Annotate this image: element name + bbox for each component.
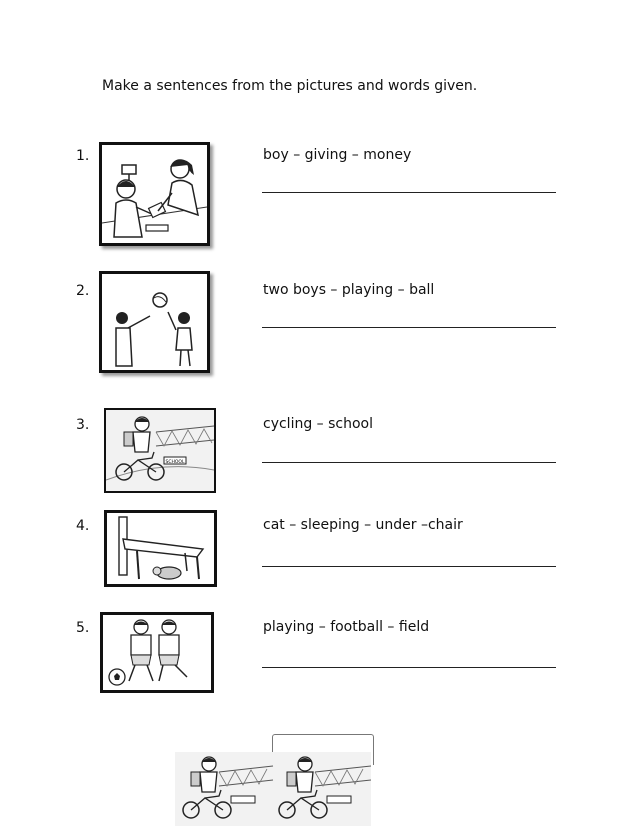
- answer-line-5[interactable]: [262, 667, 556, 668]
- item-number-3: 3.: [76, 417, 90, 433]
- word-prompt-4: cat – sleeping – under –chair: [263, 517, 463, 533]
- item-number-4: 4.: [76, 518, 90, 534]
- word-prompt-2: two boys – playing – ball: [263, 282, 435, 298]
- boys-cycling-illustration-strip: [175, 752, 371, 826]
- picture-boys-playing-football: [100, 612, 214, 693]
- picture-boy-cycling: [104, 408, 216, 493]
- instruction-text: Make a sentences from the pictures and words given.: [102, 78, 478, 94]
- picture-cat-under-chair: [104, 510, 217, 587]
- word-prompt-3: cycling – school: [263, 416, 374, 432]
- item-number-5: 5.: [76, 620, 90, 636]
- boy-giving-money-illustration: [102, 145, 207, 243]
- answer-line-3[interactable]: [262, 462, 556, 463]
- boys-playing-football-illustration: [103, 615, 211, 690]
- answer-line-1[interactable]: [262, 192, 556, 193]
- item-number-2: 2.: [76, 283, 90, 299]
- word-prompt-1: boy – giving – money: [263, 147, 412, 163]
- picture-boys-playing-ball: [99, 271, 210, 373]
- boy-cycling-to-school-illustration: [106, 410, 214, 491]
- school-sign-text: SCHOOL: [165, 460, 185, 465]
- picture-boy-giving-money: [99, 142, 210, 246]
- cat-under-chair-illustration: [107, 513, 214, 584]
- answer-line-2[interactable]: [262, 327, 556, 328]
- item-number-1: 1.: [76, 148, 90, 164]
- boys-playing-ball-illustration: [102, 274, 207, 370]
- picture-cycling-strip: [175, 752, 371, 826]
- answer-line-4[interactable]: [262, 566, 556, 567]
- word-prompt-5: playing – football – field: [263, 619, 430, 635]
